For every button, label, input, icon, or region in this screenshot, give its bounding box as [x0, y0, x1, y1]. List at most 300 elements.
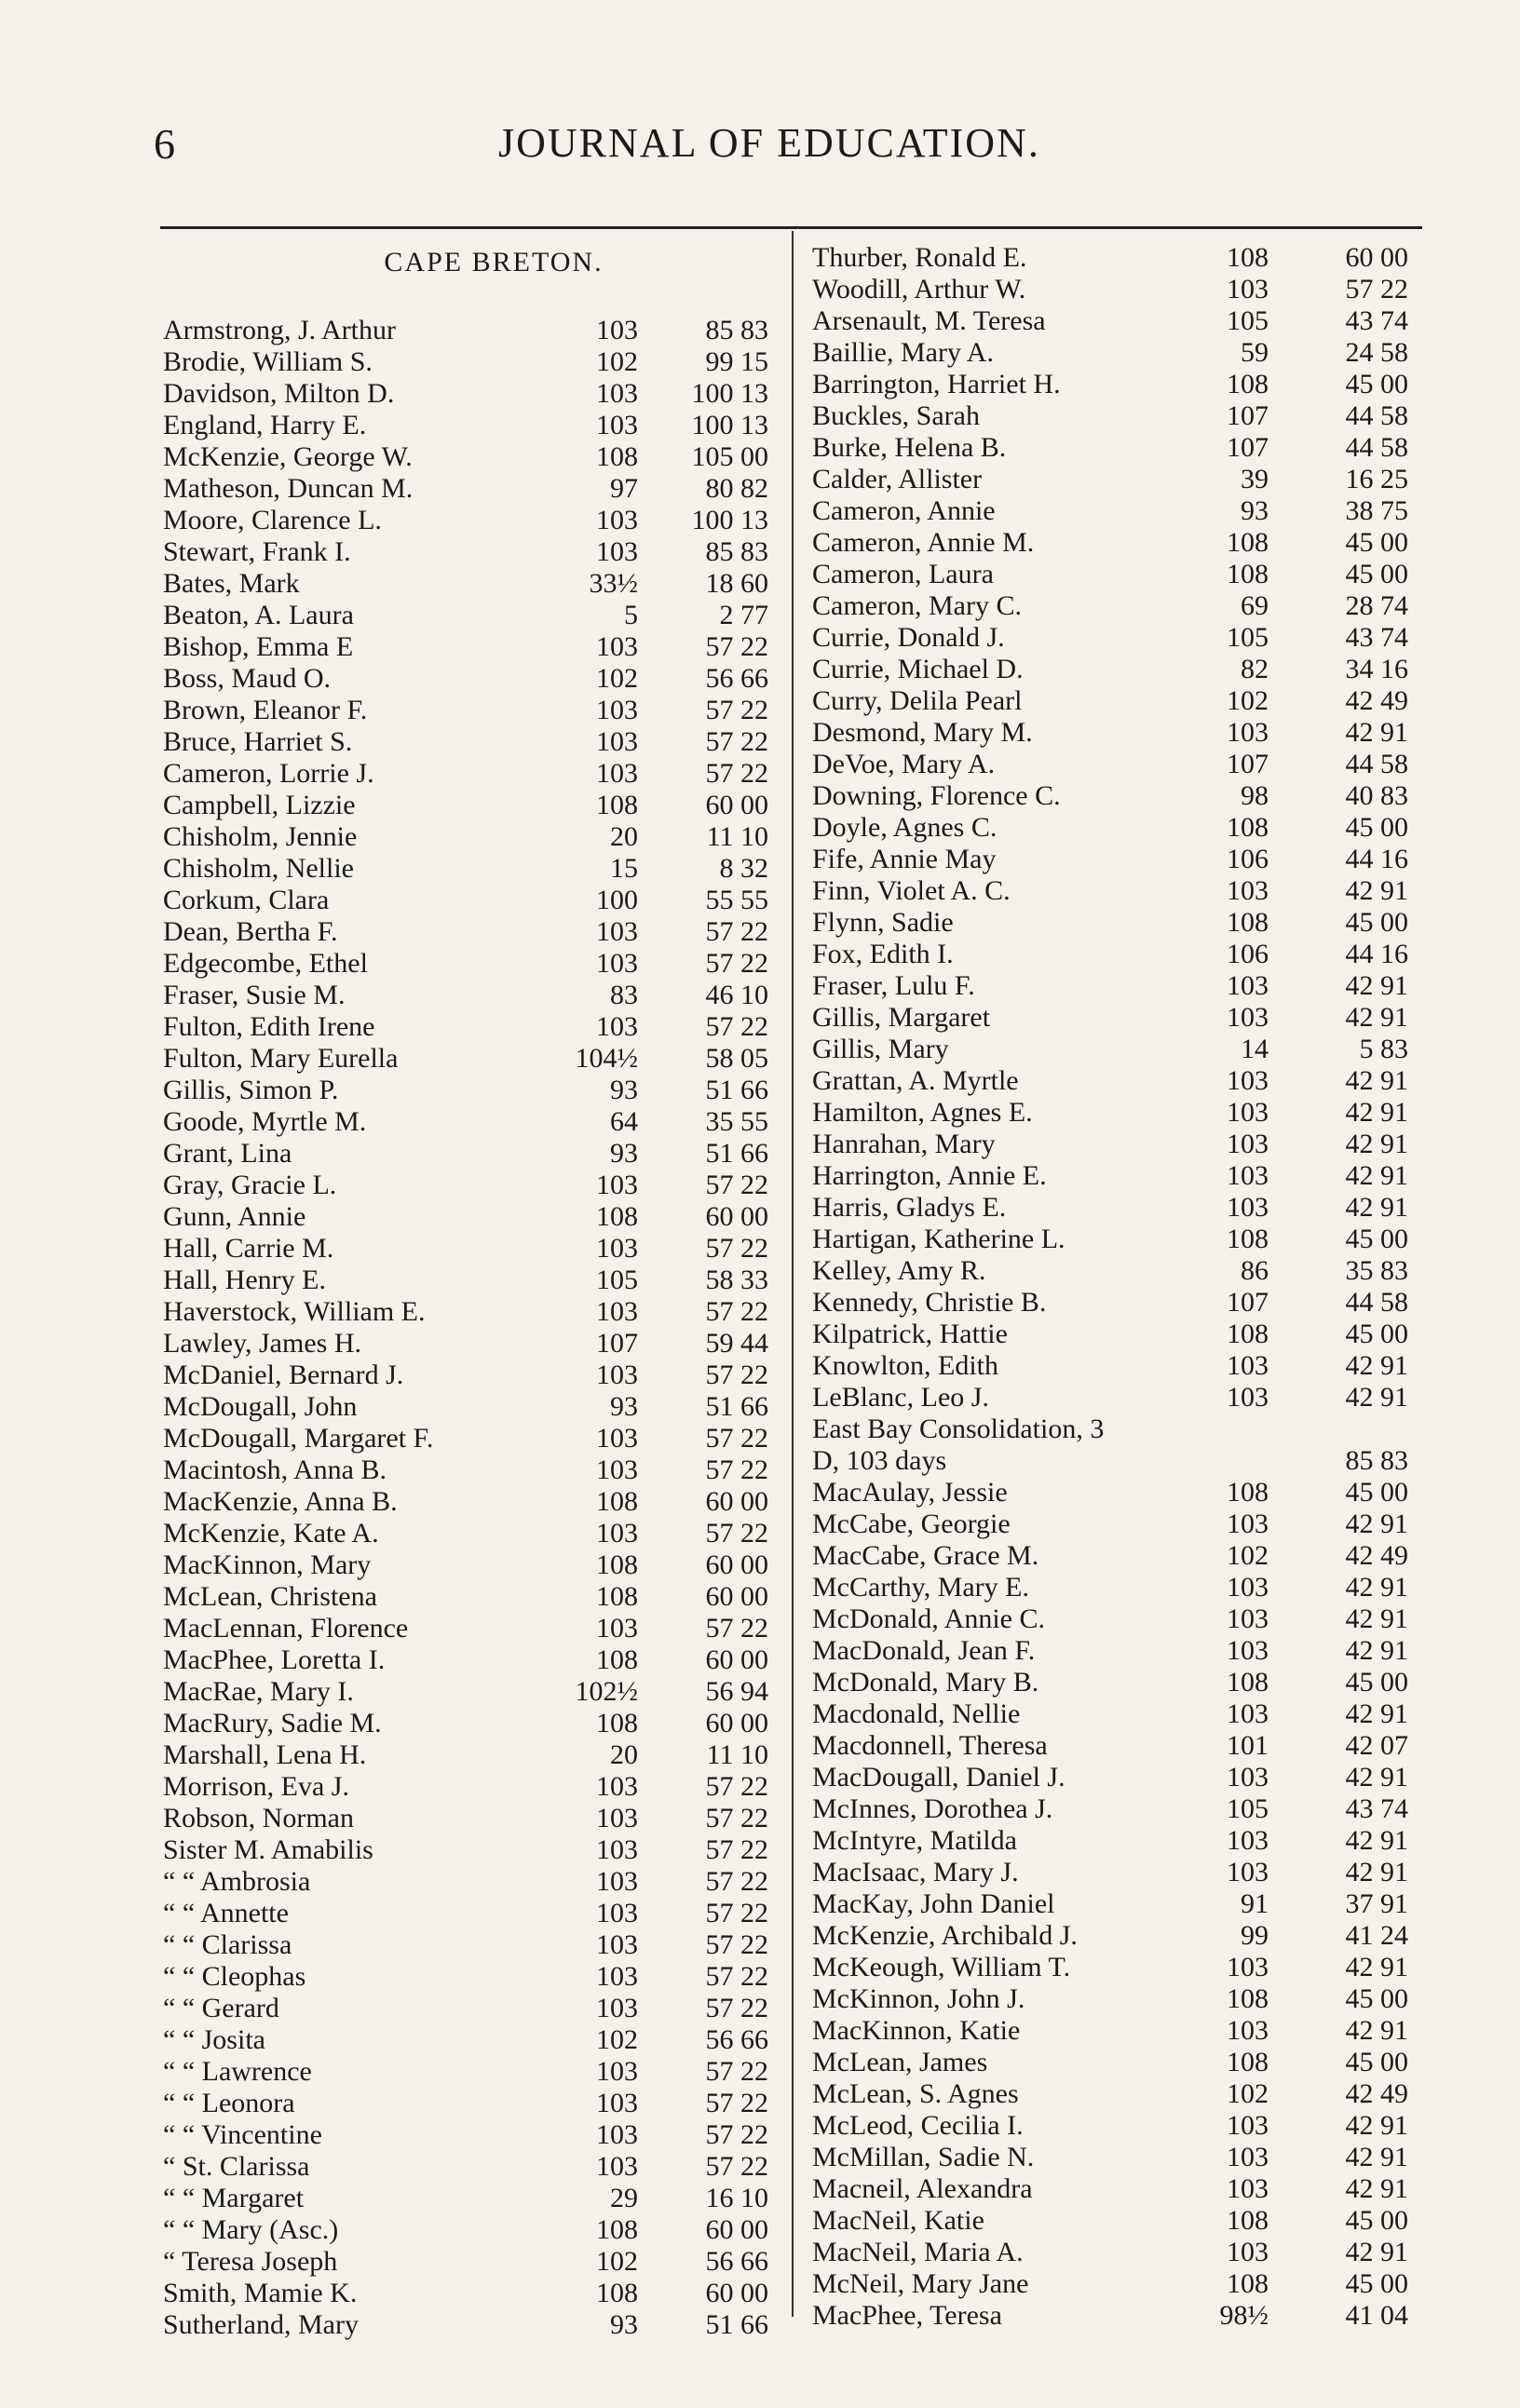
table-row: [812, 1730, 1455, 1762]
person-name: Gillis, Simon P.: [163, 1075, 339, 1105]
person-name: McKeough, William T.: [812, 1952, 1071, 1982]
grant-amount: 57 22: [705, 1423, 768, 1454]
person-name: Curry, Delila Pearl: [812, 685, 1023, 716]
person-name: MacLennan, Florence: [163, 1613, 409, 1644]
grant-amount: 42 91: [1345, 2142, 1408, 2172]
grant-amount: 56 66: [705, 2246, 768, 2277]
days-taught: 103: [596, 2119, 638, 2150]
person-name: McKinnon, John J.: [812, 1983, 1025, 2014]
table-row: [812, 1192, 1455, 1224]
person-name: Goode, Myrtle M.: [163, 1106, 367, 1137]
person-name: Bates, Mark: [163, 568, 300, 599]
grant-amount: 42 91: [1345, 2015, 1408, 2046]
grant-amount: 35 83: [1345, 1255, 1408, 1286]
days-taught: 93: [610, 1138, 638, 1169]
days-taught: 5: [624, 600, 638, 630]
table-row: [163, 1771, 787, 1803]
days-taught: 105: [1227, 622, 1269, 653]
days-taught: 103: [596, 1834, 638, 1865]
grant-amount: 57 22: [1345, 274, 1408, 304]
days-taught: 103: [596, 1803, 638, 1833]
days-taught: 103: [596, 1613, 638, 1644]
grant-amount: 18 60: [705, 568, 768, 599]
person-name: MacRae, Mary I.: [163, 1676, 354, 1707]
grant-amount: 46 10: [705, 980, 768, 1010]
days-taught: 93: [610, 2309, 638, 2340]
days-taught: 83: [610, 980, 638, 1010]
table-row: [812, 717, 1455, 749]
table-row: [812, 2142, 1455, 2173]
left-row-list: [163, 315, 787, 2341]
grant-amount: 38 75: [1345, 495, 1408, 526]
person-name: “ “ Margaret: [163, 2183, 305, 2213]
grant-amount: 42 91: [1345, 1603, 1408, 1634]
days-taught: 59: [1241, 337, 1269, 368]
grant-amount: 60 00: [705, 1644, 768, 1675]
days-taught: 102: [596, 346, 638, 377]
table-row: [163, 1360, 787, 1391]
grant-amount: 42 91: [1345, 1572, 1408, 1603]
table-row: [812, 1319, 1455, 1350]
days-taught: 103: [1227, 1698, 1269, 1729]
grant-amount: 34 16: [1345, 654, 1408, 684]
grant-amount: 5 83: [1359, 1034, 1408, 1064]
table-row: [812, 1635, 1455, 1667]
person-name: Smith, Mamie K.: [163, 2278, 358, 2308]
table-row: [812, 907, 1455, 939]
table-row: [812, 1983, 1455, 2015]
person-name: “ Teresa Joseph: [163, 2246, 338, 2277]
table-row: [812, 274, 1455, 305]
table-row: [812, 495, 1455, 527]
person-name: Cameron, Mary C.: [812, 590, 1022, 621]
table-row: [163, 568, 787, 600]
person-name: McDougall, John: [163, 1391, 358, 1422]
days-taught: 108: [1227, 2047, 1269, 2077]
person-name: Campbell, Lizzie: [163, 790, 356, 820]
table-row: [163, 790, 787, 821]
table-row: [163, 1739, 787, 1771]
person-name: Desmond, Mary M.: [812, 717, 1033, 748]
grant-amount: 51 66: [705, 1138, 768, 1169]
days-taught: 33½: [589, 568, 638, 599]
person-name: Hanrahan, Mary: [812, 1129, 996, 1159]
table-row: [812, 812, 1455, 844]
person-name: East Bay Consolidation, 3: [812, 1414, 1105, 1444]
grant-amount: 57 22: [705, 1898, 768, 1928]
table-row: [812, 1160, 1455, 1192]
days-taught: 103: [1227, 1002, 1269, 1033]
table-row: [163, 631, 787, 663]
table-row: [163, 1993, 787, 2024]
grant-amount: 35 55: [705, 1106, 768, 1137]
days-taught: 105: [1227, 1793, 1269, 1824]
table-row: [812, 400, 1455, 432]
days-taught: 108: [596, 1644, 638, 1675]
table-row: [812, 1414, 1455, 1445]
person-name: Hamilton, Agnes E.: [812, 1097, 1033, 1128]
person-name: “ “ Mary (Asc.): [163, 2214, 339, 2245]
grant-amount: 85 83: [1345, 1445, 1408, 1476]
days-taught: 108: [1227, 1667, 1269, 1698]
person-name: LeBlanc, Leo J.: [812, 1382, 989, 1413]
days-taught: 15: [610, 853, 638, 884]
days-taught: 102: [1227, 2078, 1269, 2109]
grant-amount: 2 77: [719, 600, 768, 630]
days-taught: 103: [1227, 2237, 1269, 2267]
grant-amount: 58 33: [705, 1265, 768, 1295]
grant-amount: 16 10: [705, 2183, 768, 2213]
grant-amount: 60 00: [705, 1486, 768, 1517]
days-taught: 107: [1227, 1287, 1269, 1318]
person-name: Barrington, Harriet H.: [812, 369, 1061, 399]
days-taught: 91: [1241, 1888, 1269, 1919]
table-row: [163, 473, 787, 505]
person-name: Harris, Gladys E.: [812, 1192, 1007, 1223]
days-taught: 108: [596, 1486, 638, 1517]
person-name: McKenzie, Archibald J.: [812, 1920, 1078, 1951]
grant-amount: 24 58: [1345, 337, 1408, 368]
person-name: McLean, James: [812, 2047, 988, 2077]
table-row: [163, 1011, 787, 1043]
grant-amount: 44 58: [1345, 400, 1408, 431]
grant-amount: 100 13: [691, 410, 768, 440]
grant-amount: 42 91: [1345, 1508, 1408, 1539]
grant-amount: 60 00: [705, 1201, 768, 1232]
days-taught: 93: [610, 1075, 638, 1105]
table-row: [163, 1391, 787, 1423]
table-row: [163, 1549, 787, 1581]
grant-amount: 41 04: [1345, 2300, 1408, 2331]
person-name: Kennedy, Christie B.: [812, 1287, 1047, 1318]
days-taught: 103: [1227, 1952, 1269, 1982]
grant-amount: 42 91: [1345, 2173, 1408, 2204]
table-row: [163, 2309, 787, 2341]
table-row: [812, 1224, 1455, 1255]
grant-amount: 42 91: [1345, 970, 1408, 1001]
table-row: [812, 939, 1455, 970]
grant-amount: 44 58: [1345, 749, 1408, 779]
grant-amount: 42 07: [1345, 1730, 1408, 1761]
person-name: McLeod, Cecilia I.: [812, 2110, 1024, 2141]
table-row: [163, 1708, 787, 1739]
days-taught: 108: [1227, 242, 1269, 273]
grant-amount: 43 74: [1345, 1793, 1408, 1824]
table-row: [163, 726, 787, 758]
person-name: “ “ Josita: [163, 2024, 265, 2055]
days-taught: 98½: [1219, 2300, 1269, 2331]
days-taught: 108: [596, 441, 638, 472]
days-taught: 103: [596, 1454, 638, 1485]
person-name: Hartigan, Katherine L.: [812, 1224, 1065, 1254]
table-row: [163, 1043, 787, 1075]
days-taught: 108: [596, 2278, 638, 2308]
person-name: Finn, Violet A. C.: [812, 875, 1011, 906]
table-row: [163, 1486, 787, 1518]
person-name: McCabe, Georgie: [812, 1508, 1011, 1539]
person-name: Robson, Norman: [163, 1803, 354, 1833]
grant-amount: 57 22: [705, 1360, 768, 1390]
grant-amount: 51 66: [705, 1075, 768, 1105]
grant-amount: 41 24: [1345, 1920, 1408, 1951]
running-title: JOURNAL OF EDUCATION.: [498, 120, 1040, 166]
days-taught: 108: [1227, 1319, 1269, 1349]
person-name: England, Harry E.: [163, 410, 367, 440]
days-taught: 103: [1227, 2142, 1269, 2172]
days-taught: 108: [596, 1549, 638, 1580]
days-taught: 108: [596, 1201, 638, 1232]
table-row: [163, 821, 787, 853]
grant-amount: 60 00: [705, 2278, 768, 2308]
person-name: “ “ Gerard: [163, 1993, 279, 2023]
days-taught: 103: [596, 410, 638, 440]
days-taught: 103: [596, 536, 638, 567]
grant-amount: 57 22: [705, 2119, 768, 2150]
grant-amount: 43 74: [1345, 305, 1408, 336]
grant-amount: 42 49: [1345, 2078, 1408, 2109]
days-taught: 103: [596, 2088, 638, 2118]
grant-amount: 80 82: [705, 473, 768, 504]
person-name: MacPhee, Teresa: [812, 2300, 1002, 2331]
table-row: [812, 1034, 1455, 1065]
page-number: 6: [154, 120, 175, 168]
days-taught: 108: [1227, 1477, 1269, 1508]
person-name: Hall, Carrie M.: [163, 1233, 334, 1264]
grant-amount: 100 13: [691, 505, 768, 535]
days-taught: 103: [596, 1866, 638, 1897]
table-row: [163, 1613, 787, 1644]
grant-amount: 57 22: [705, 726, 768, 757]
table-row: [812, 1572, 1455, 1603]
person-name: Knowlton, Edith: [812, 1350, 998, 1381]
person-name: McDonald, Annie C.: [812, 1603, 1045, 1634]
person-name: Fraser, Lulu F.: [812, 970, 975, 1001]
grant-amount: 43 74: [1345, 622, 1408, 653]
person-name: Bishop, Emma E: [163, 631, 354, 662]
days-taught: 103: [596, 1170, 638, 1200]
table-row: [163, 885, 787, 916]
table-row: [163, 505, 787, 536]
person-name: Lawley, James H.: [163, 1328, 361, 1359]
table-row: [812, 2110, 1455, 2142]
table-row: [812, 622, 1455, 654]
grant-amount: 57 22: [705, 2151, 768, 2182]
days-taught: 103: [596, 758, 638, 789]
grant-amount: 45 00: [1345, 1319, 1408, 1349]
days-taught: 103: [596, 631, 638, 662]
days-taught: 102½: [575, 1676, 638, 1707]
days-taught: 108: [1227, 369, 1269, 399]
person-name: “ “ Clarissa: [163, 1929, 292, 1960]
days-taught: 106: [1227, 939, 1269, 969]
table-row: [812, 970, 1455, 1002]
person-name: “ “ Vincentine: [163, 2119, 322, 2150]
table-row: [812, 844, 1455, 875]
days-taught: 103: [596, 1296, 638, 1327]
table-row: [812, 559, 1455, 590]
days-taught: 69: [1241, 590, 1269, 621]
person-name: Macneil, Alexandra: [812, 2173, 1033, 2204]
table-row: [812, 1255, 1455, 1287]
days-taught: 97: [610, 473, 638, 504]
table-row: [163, 378, 787, 410]
person-name: Macdonald, Nellie: [812, 1698, 1021, 1729]
grant-amount: 57 22: [705, 916, 768, 947]
person-name: Sister M. Amabilis: [163, 1834, 373, 1865]
person-name: McDaniel, Bernard J.: [163, 1360, 404, 1390]
grant-amount: 60 00: [705, 1708, 768, 1738]
table-row: [163, 346, 787, 378]
grant-amount: 42 91: [1345, 1350, 1408, 1381]
person-name: Currie, Donald J.: [812, 622, 1005, 653]
days-taught: 29: [610, 2183, 638, 2213]
person-name: McDougall, Margaret F.: [163, 1423, 434, 1454]
days-taught: 20: [610, 1739, 638, 1770]
grant-amount: 28 74: [1345, 590, 1408, 621]
table-row: [812, 1888, 1455, 1920]
table-row: [812, 1445, 1455, 1477]
table-row: [163, 1518, 787, 1549]
table-row: [812, 527, 1455, 559]
grant-amount: 57 22: [705, 1961, 768, 1992]
table-row: [163, 1423, 787, 1454]
days-taught: 103: [596, 1961, 638, 1992]
grant-amount: 42 91: [1345, 1952, 1408, 1982]
table-row: [163, 1961, 787, 1993]
table-row: [163, 916, 787, 948]
table-row: [163, 1454, 787, 1486]
days-taught: 103: [1227, 2015, 1269, 2046]
days-taught: 108: [1227, 1983, 1269, 2014]
days-taught: 103: [1227, 1350, 1269, 1381]
table-row: [163, 1138, 787, 1170]
grant-amount: 105 00: [691, 441, 768, 472]
person-name: MacPhee, Loretta I.: [163, 1644, 386, 1675]
person-name: Corkum, Clara: [163, 885, 330, 915]
table-row: [812, 1667, 1455, 1698]
person-name: “ “ Lawrence: [163, 2056, 312, 2087]
table-row: [163, 410, 787, 441]
person-name: Brodie, William S.: [163, 346, 373, 377]
grant-amount: 45 00: [1345, 907, 1408, 938]
grant-amount: 42 91: [1345, 717, 1408, 748]
grant-amount: 57 22: [705, 1993, 768, 2023]
table-row: [812, 1825, 1455, 1857]
table-row: [812, 685, 1455, 717]
grant-amount: 42 91: [1345, 1382, 1408, 1413]
table-row: [163, 2214, 787, 2246]
grant-amount: 60 00: [1345, 242, 1408, 273]
table-row: [163, 1233, 787, 1265]
person-name: MacIsaac, Mary J.: [812, 1857, 1019, 1887]
table-row: [812, 2268, 1455, 2300]
grant-amount: 44 58: [1345, 432, 1408, 463]
person-name: Burke, Helena B.: [812, 432, 1007, 463]
person-name: Kelley, Amy R.: [812, 1255, 986, 1286]
table-row: [163, 2119, 787, 2151]
table-row: [812, 1097, 1455, 1129]
days-taught: 105: [596, 1265, 638, 1295]
person-name: MacKinnon, Mary: [163, 1549, 372, 1580]
table-row: [163, 2246, 787, 2278]
days-taught: 108: [1227, 2268, 1269, 2299]
person-name: Buckles, Sarah: [812, 400, 980, 431]
days-taught: 103: [596, 1898, 638, 1928]
days-taught: 99: [1241, 1920, 1269, 1951]
days-taught: 108: [596, 2214, 638, 2245]
person-name: Woodill, Arthur W.: [812, 274, 1026, 304]
section-heading: CAPE BRETON.: [384, 247, 604, 277]
person-name: Cameron, Annie M.: [812, 527, 1035, 558]
table-row: [163, 315, 787, 346]
days-taught: 14: [1241, 1034, 1269, 1064]
table-row: [163, 1265, 787, 1296]
grant-amount: 45 00: [1345, 1224, 1408, 1254]
table-row: [163, 1170, 787, 1201]
days-taught: 98: [1241, 780, 1269, 811]
person-name: Macintosh, Anna B.: [163, 1454, 387, 1485]
table-row: [812, 1382, 1455, 1414]
grant-amount: 8 32: [719, 853, 768, 884]
person-name: McKenzie, Kate A.: [163, 1518, 379, 1549]
person-name: Cameron, Laura: [812, 559, 994, 589]
person-name: Gillis, Mary: [812, 1034, 949, 1064]
table-row: [812, 1065, 1455, 1097]
grant-amount: 42 91: [1345, 1160, 1408, 1191]
table-row: [812, 1477, 1455, 1508]
grant-amount: 85 83: [705, 536, 768, 567]
table-row: [812, 2237, 1455, 2268]
person-name: Beaton, A. Laura: [163, 600, 354, 630]
table-row: [163, 600, 787, 631]
grant-amount: 100 13: [691, 378, 768, 409]
person-name: Macdonnell, Theresa: [812, 1730, 1048, 1761]
days-taught: 20: [610, 821, 638, 852]
grant-amount: 57 22: [705, 695, 768, 725]
days-taught: 86: [1241, 1255, 1269, 1286]
days-taught: 103: [1227, 1572, 1269, 1603]
table-row: [163, 1106, 787, 1138]
person-name: McIntyre, Matilda: [812, 1825, 1017, 1856]
days-taught: 108: [1227, 559, 1269, 589]
table-row: [812, 780, 1455, 812]
days-taught: 103: [1227, 1508, 1269, 1539]
table-row: [812, 2078, 1455, 2110]
days-taught: 103: [1227, 1825, 1269, 1856]
days-taught: 103: [596, 695, 638, 725]
person-name: McDonald, Mary B.: [812, 1667, 1039, 1698]
table-row: [812, 432, 1455, 464]
right-column: [812, 242, 1455, 2332]
grant-amount: 45 00: [1345, 527, 1408, 558]
person-name: MacKay, John Daniel: [812, 1888, 1055, 1919]
table-row: [163, 2024, 787, 2056]
person-name: Kilpatrick, Hattie: [812, 1319, 1008, 1349]
person-name: Morrison, Eva J.: [163, 1771, 349, 1802]
person-name: Calder, Allister: [812, 464, 983, 494]
table-row: [163, 1075, 787, 1106]
days-taught: 107: [1227, 432, 1269, 463]
days-taught: 103: [596, 1233, 638, 1264]
person-name: Thurber, Ronald E.: [812, 242, 1027, 273]
person-name: Edgecombe, Ethel: [163, 948, 368, 979]
person-name: Downing, Florence C.: [812, 780, 1061, 811]
grant-amount: 42 91: [1345, 1129, 1408, 1159]
grant-amount: 45 00: [1345, 812, 1408, 843]
person-name: Fraser, Susie M.: [163, 980, 346, 1010]
table-row: [812, 749, 1455, 780]
days-taught: 108: [596, 1581, 638, 1612]
